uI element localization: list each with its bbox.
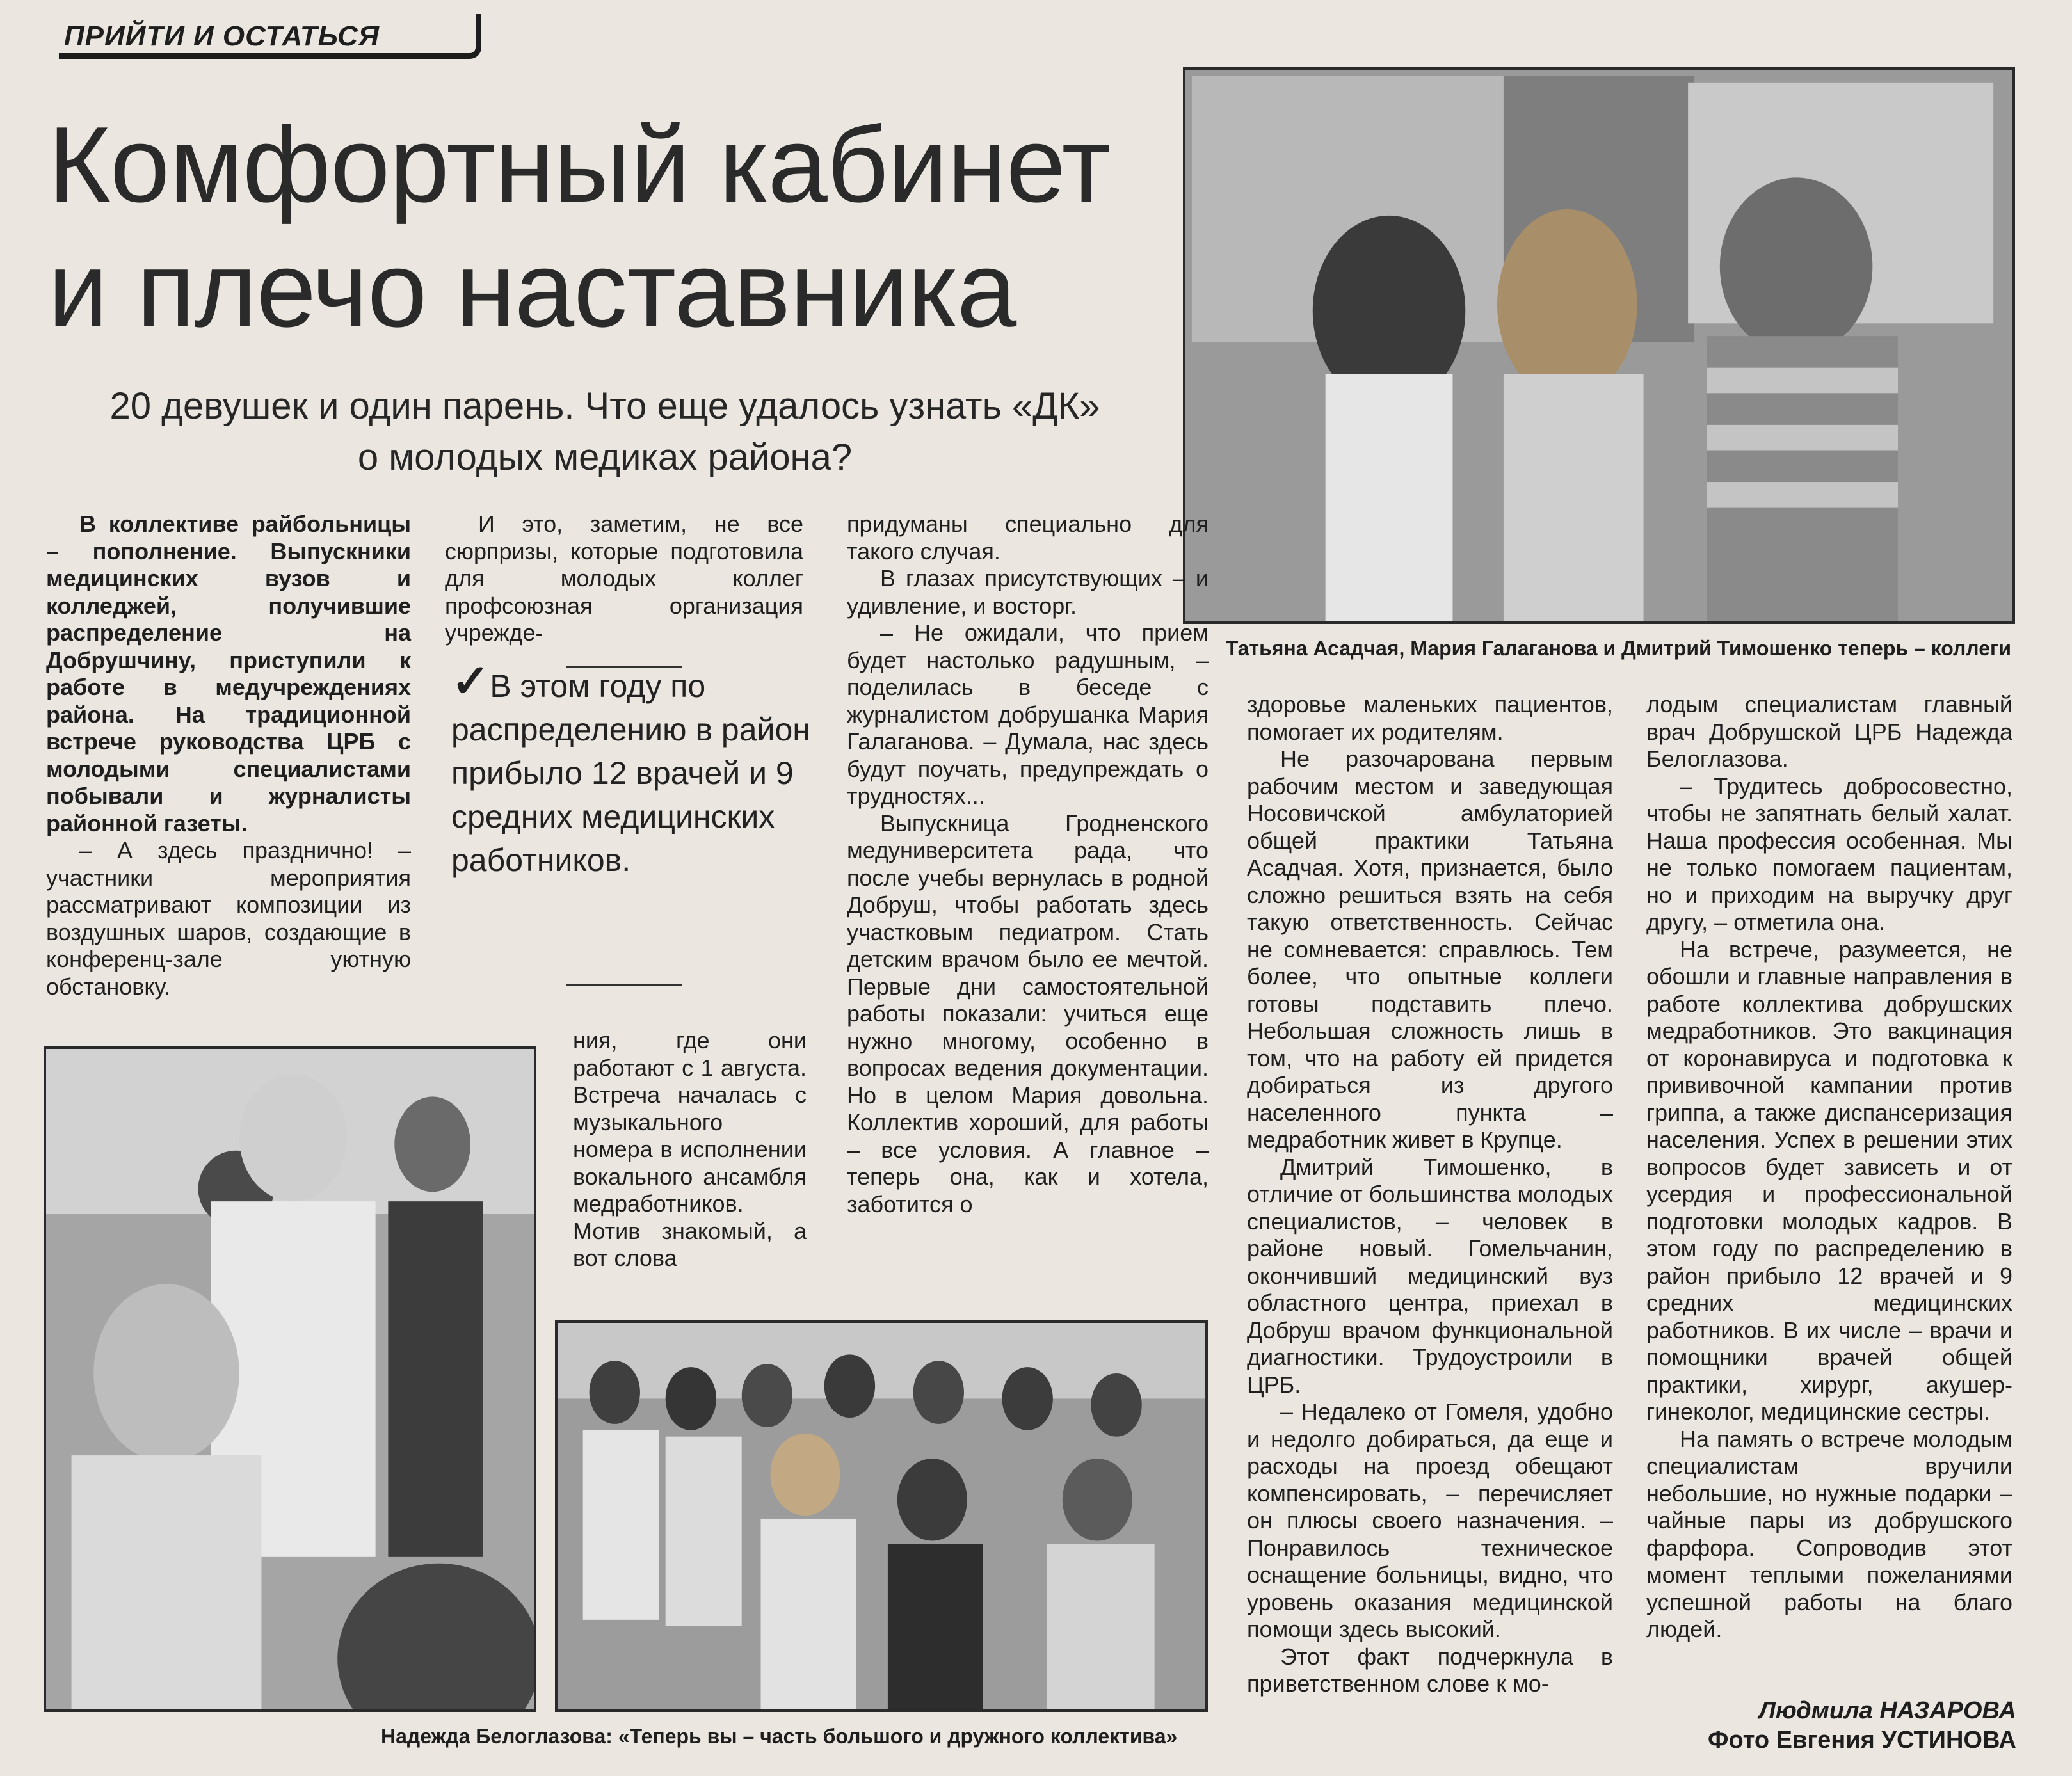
article-subhead [64, 381, 1146, 483]
photo-three-colleagues [1183, 67, 2015, 624]
pullquote-text: В этом году по распределению в район прибыло 12 врачей и 9 средних медицинских работников. [451, 668, 810, 878]
column-4-paragraph-2: Не разочарована первым рабочим местом и заведующая Носовичской амбулаторией общей практики Татьяна Асадчая. Хотя, признается, было сложно решиться взять на себя такую ответственность. Сейчас не сомневается: справлюсь. Тем более, что опытные коллеги готовы подставить плечо. Небольшая сложность лишь в том, что на работу ей придется добираться из другого населенного пункта – медработник живет в Крупце. [1247, 746, 1613, 1153]
column-1-paragraph: – А здесь празднично! – участники мероприятия рассматривают композиции из воздушных шаров, создающие в конференц-зале уютную обстановку. [46, 837, 411, 1000]
rubric-label: ПРИЙТИ И ОСТАТЬСЯ [59, 14, 481, 59]
photo-head-doctor-image [46, 1049, 534, 1709]
caption-bottom-photos: Надежда Белоглазова: «Теперь вы – часть большого и дружного коллектива» [381, 1725, 1178, 1748]
article-signature [1600, 1696, 2016, 1755]
subhead-line-1: 20 девушек и один парень. Что еще удалось узнать «ДК» [109, 385, 1100, 427]
column-5-paragraph-4: На память о встрече молодым специалистам вручили небольшие, но нужные подарки – чайные пары из добрушского фарфора. Сопроводив этот момент теплыми пожеланиями успешной работы на благо людей. [1646, 1425, 2012, 1642]
checkmark-icon: ✓ [451, 656, 490, 707]
photo-young-specialists [555, 1320, 1208, 1712]
column-5-paragraph-2: – Трудитесь добросовестно, чтобы не запятнать белый халат. Наша профессия особенная. Мы не только помогаем пациентам, но и приходим на выручку друг другу, – отметила она. [1646, 772, 2012, 935]
subhead-line-2: о молодых медиках района? [357, 436, 853, 478]
column-3-paragraph-2: В глазах присутствующих – и удивление, и восторг. [847, 565, 1209, 619]
column-5-paragraph-1: лодым специалистам главный врач Добрушской ЦРБ Надежда Белоглазова. [1646, 691, 2012, 772]
headline-line-2: и плечо наставника [48, 229, 1016, 349]
column-2-continuation: ния, где они работают с 1 августа. Встреча началась с музыкального номера в исполнении вокального ансамбля медработников. Мотив знакомый, а вот слова [573, 1027, 807, 1271]
pullquote-bottom-rule [566, 984, 682, 986]
photo-three-colleagues-image [1185, 70, 2012, 621]
column-3-paragraph-4: Выпускница Гродненского медуниверситета рада, что после учебы вернулась в родной Добруш, чтобы работать здесь участковым педиатром. Стать детским врачом было ее мечтой. Первые дни самостоятельной работы показали: учиться еще нужно многому, особенно в вопросах ведения документации. Но в целом Мария довольна. Коллектив хороший, для работы – все условия. А главное – теперь она, как и хотела, заботится о [847, 810, 1209, 1217]
column-3 [847, 511, 1209, 1218]
author-name: Людмила НАЗАРОВА [1758, 1697, 2016, 1724]
column-2-bottom [573, 1027, 807, 1272]
headline-line-1: Комфортный кабинет [48, 104, 1111, 225]
column-5-paragraph-3: На встрече, разумеется, не обошли и главные направления в работе коллектива добрушских медработников. Это вакцинация от коронавируса и подготовка к прививочной кампании против гриппа, а также диспансеризация населения. Успех в решении этих вопросов будет зависеть и от усердия и профессиональной подготовки молодых кадров. В этом году по распределению в район прибыло 12 врачей и 9 средних медицинских работников. В их числе – врачи и помощники врачей общей практики, хирург, акушер-гинеколог, медицинские сестры. [1646, 936, 2012, 1425]
column-2-top [445, 511, 803, 647]
column-3-paragraph-1: придуманы специально для такого случая. [847, 511, 1209, 564]
column-4-paragraph-3: Дмитрий Тимошенко, в отличие от большинства молодых специалистов, – человек в районе новый. Гомельчанин, окончивший медицинский вуз областного центра, приехал в Добруш врачом функциональной диагностики. Трудоустроили в ЦРБ. [1247, 1153, 1613, 1398]
column-2-paragraph: И это, заметим, не все сюрпризы, которые подготовила для молодых коллег профсоюзная организация учрежде- [445, 511, 803, 646]
caption-top-photo: Татьяна Асадчая, Мария Галаганова и Дмитрий Тимошенко теперь – коллеги [1225, 637, 2011, 660]
photo-young-specialists-image [558, 1323, 1205, 1709]
photo-head-doctor [44, 1046, 536, 1712]
column-4 [1247, 691, 1613, 1698]
pullquote [451, 656, 835, 882]
column-4-paragraph-4: – Недалеко от Гомеля, удобно и недолго добираться, да еще и расходы на проезд обещают компенсировать, – перечисляет он плюсы своего назначения. – Понравилось техническое оснащение больницы, видно, что уровень оказания медицинской помощи здесь высокий. [1247, 1398, 1613, 1642]
column-4-paragraph-1: здоровье маленьких пациентов, помогает их родителям. [1247, 691, 1613, 745]
column-1 [46, 511, 411, 1000]
column-4-paragraph-5: Этот факт подчеркнула в приветственном слове к мо- [1247, 1643, 1613, 1697]
column-5 [1646, 691, 2012, 1644]
photo-credit: Фото Евгения УСТИНОВА [1708, 1727, 2016, 1754]
article-headline [48, 102, 1194, 352]
article-lead: В коллективе райбольницы – пополнение. Выпускники медицинских вузов и колледжей, получившие распределение на Добрушчину, приступили к работе в медучреждениях района. На традиционной встрече руководства ЦРБ с молодыми специалистами побывали и журналисты районной газеты. [46, 511, 411, 836]
column-3-paragraph-3: – Не ожидали, что прием будет настолько радушным, – поделилась в беседе с журналистом добрушанка Мария Галаганова. – Думала, нас здесь будут поучать, предупреждать о трудностях... [847, 620, 1209, 809]
